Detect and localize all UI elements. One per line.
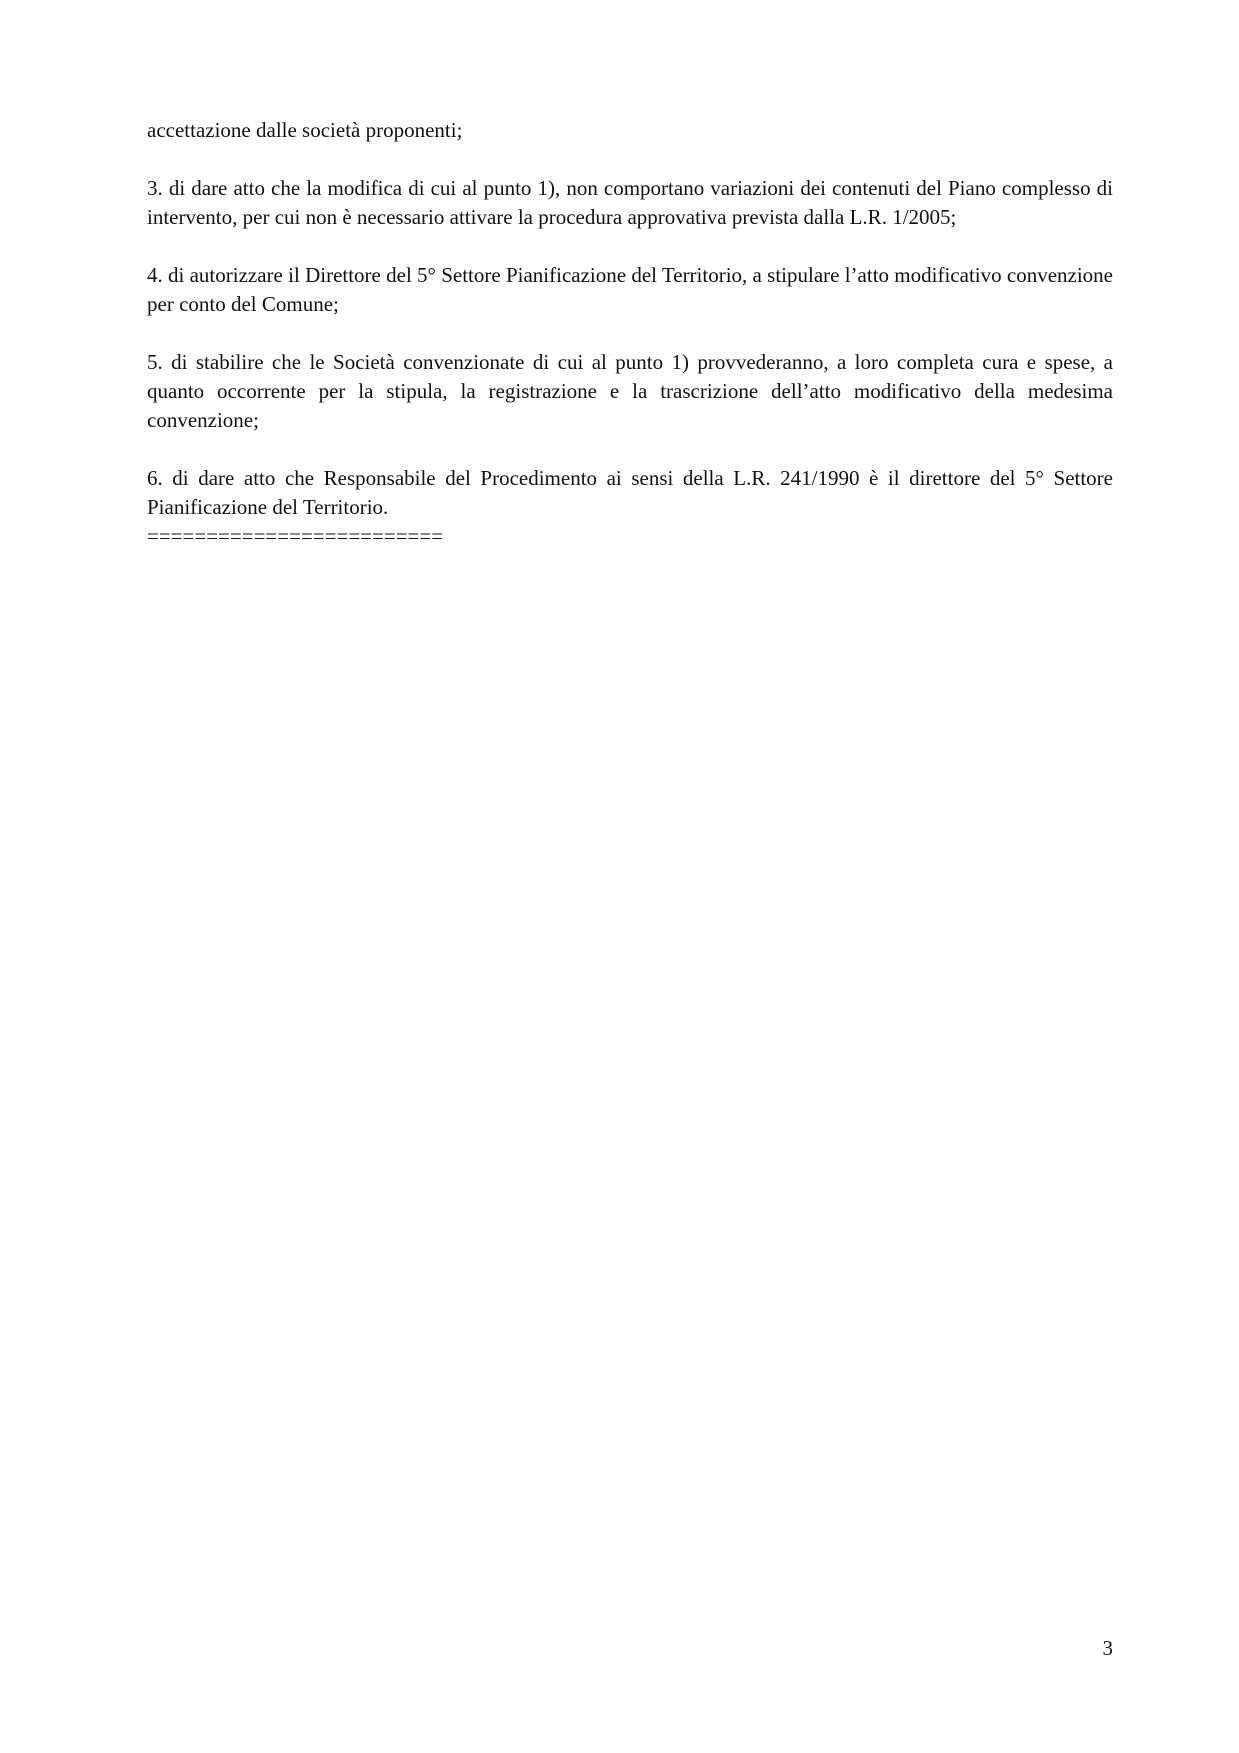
paragraph-item-4: 4. di autorizzare il Direttore del 5° Settore Pianificazione del Territorio, a stipulare l’atto modificativo convenzione per conto del Comune; xyxy=(147,263,1113,316)
page-number: 3 xyxy=(1102,1636,1113,1660)
paragraph-intro: accettazione dalle società proponenti; xyxy=(147,118,463,142)
paragraph-gap xyxy=(147,319,1113,348)
paragraph-item-6: 6. di dare atto che Responsabile del Procedimento ai sensi della L.R. 241/1990 è il direttore del 5° Settore Pianificazione del Territorio. xyxy=(147,466,1113,519)
separator-line: ========================= xyxy=(147,524,444,548)
paragraph-item-3: 3. di dare atto che la modifica di cui al punto 1), non comportano variazioni dei contenuti del Piano complesso di intervento, per cui non è necessario attivare la procedura approvativa prevista dalla L.R. 1/2005; xyxy=(147,176,1113,229)
paragraph-item-5: 5. di stabilire che le Società convenzionate di cui al punto 1) provvederanno, a loro completa cura e spese, a quanto occorrente per la stipula, la registrazione e la trascrizione dell’atto modificativo della medesima convenzione; xyxy=(147,350,1113,432)
paragraph-gap xyxy=(147,145,1113,174)
document-body xyxy=(147,116,1113,551)
paragraph-gap xyxy=(147,435,1113,464)
paragraph-gap xyxy=(147,232,1113,261)
